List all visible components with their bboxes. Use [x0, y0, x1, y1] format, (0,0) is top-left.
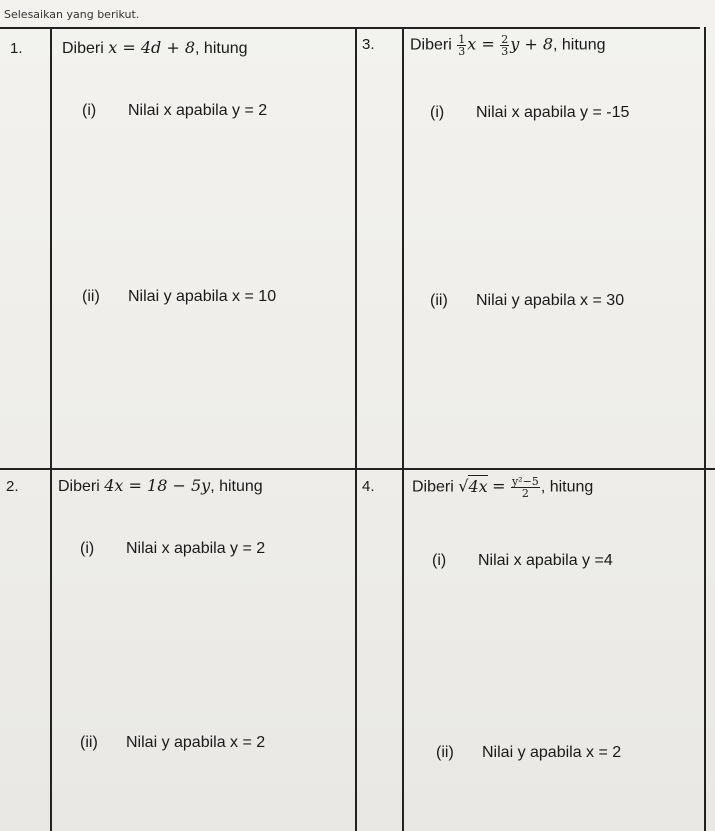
- question-4-prefix: Diberi: [412, 478, 454, 496]
- part-text: Nilai y apabila x = 2: [482, 744, 622, 761]
- question-3-mid: x =: [467, 34, 495, 54]
- part-text: Nilai x apabila y =4: [478, 552, 613, 569]
- fraction-one-third: $\frac{1}{3}$: [458, 33, 466, 58]
- radical-sign: √: [458, 476, 469, 496]
- part-text: Nilai x apabila y = 2: [126, 540, 266, 557]
- question-2-statement: [58, 476, 263, 496]
- question-3-prefix: Diberi: [410, 36, 452, 54]
- part-label: (ii): [436, 744, 454, 761]
- part-text: Nilai y apabila x = 30: [476, 292, 625, 309]
- part-label: (i): [432, 552, 447, 569]
- part-label: (i): [80, 540, 95, 557]
- col-divider-2: [355, 27, 357, 831]
- question-4-suffix: , hitung: [540, 478, 594, 496]
- question-1-part-i: [82, 102, 267, 120]
- question-2-number: 2.: [6, 478, 19, 495]
- part-text: Nilai y apabila x = 2: [126, 734, 266, 751]
- question-1-statement: [62, 38, 248, 58]
- question-4-number: 4.: [362, 478, 375, 495]
- part-label: (i): [82, 102, 97, 119]
- part-text: Nilai x apabila y = -15: [476, 104, 630, 121]
- question-2-part-i: [80, 540, 265, 558]
- question-2-suffix: , hitung: [210, 478, 263, 495]
- question-4-part-i: [432, 552, 613, 570]
- question-2-part-ii: [80, 734, 265, 752]
- part-text: Nilai x apabila y = 2: [128, 102, 268, 119]
- table-top-border: [0, 27, 700, 29]
- part-label: (i): [430, 104, 445, 121]
- instruction-text: Selesaikan yang berikut.: [4, 8, 140, 21]
- part-label: (ii): [80, 734, 98, 751]
- fraction-y-squared: $\frac{\text{y²−5}}{2}$: [511, 475, 539, 500]
- question-4-part-ii: [436, 744, 621, 762]
- question-1-suffix: , hitung: [195, 40, 248, 57]
- part-text: Nilai y apabila x = 10: [128, 288, 277, 305]
- question-1-part-ii: [82, 288, 276, 306]
- question-3-suffix: , hitung: [553, 36, 606, 54]
- radicand: 4x: [468, 476, 488, 496]
- question-1-prefix: Diberi: [62, 40, 104, 57]
- question-3-tail: y + 8: [510, 34, 554, 54]
- question-3-part-i: [430, 104, 629, 122]
- question-4-statement: [412, 476, 593, 499]
- table-right-border: [704, 27, 706, 831]
- fraction-two-thirds: $\frac{2}{3}$: [501, 33, 509, 58]
- col-divider-1: [50, 27, 52, 831]
- question-3-part-ii: [430, 292, 624, 310]
- question-2-equation: 4x = 18 − 5y: [104, 476, 211, 495]
- equals-sign: =: [492, 476, 506, 496]
- part-label: (ii): [82, 288, 100, 305]
- part-label: (ii): [430, 292, 448, 309]
- question-1-equation: x = 4d + 8: [108, 38, 196, 57]
- question-3-number: 3.: [362, 36, 375, 53]
- question-2-prefix: Diberi: [58, 478, 100, 495]
- square-root-expression: [458, 475, 487, 496]
- question-1-number: 1.: [10, 40, 23, 57]
- col-divider-3: [402, 27, 404, 831]
- table-middle-border: [0, 468, 715, 470]
- question-3-statement: [410, 34, 606, 57]
